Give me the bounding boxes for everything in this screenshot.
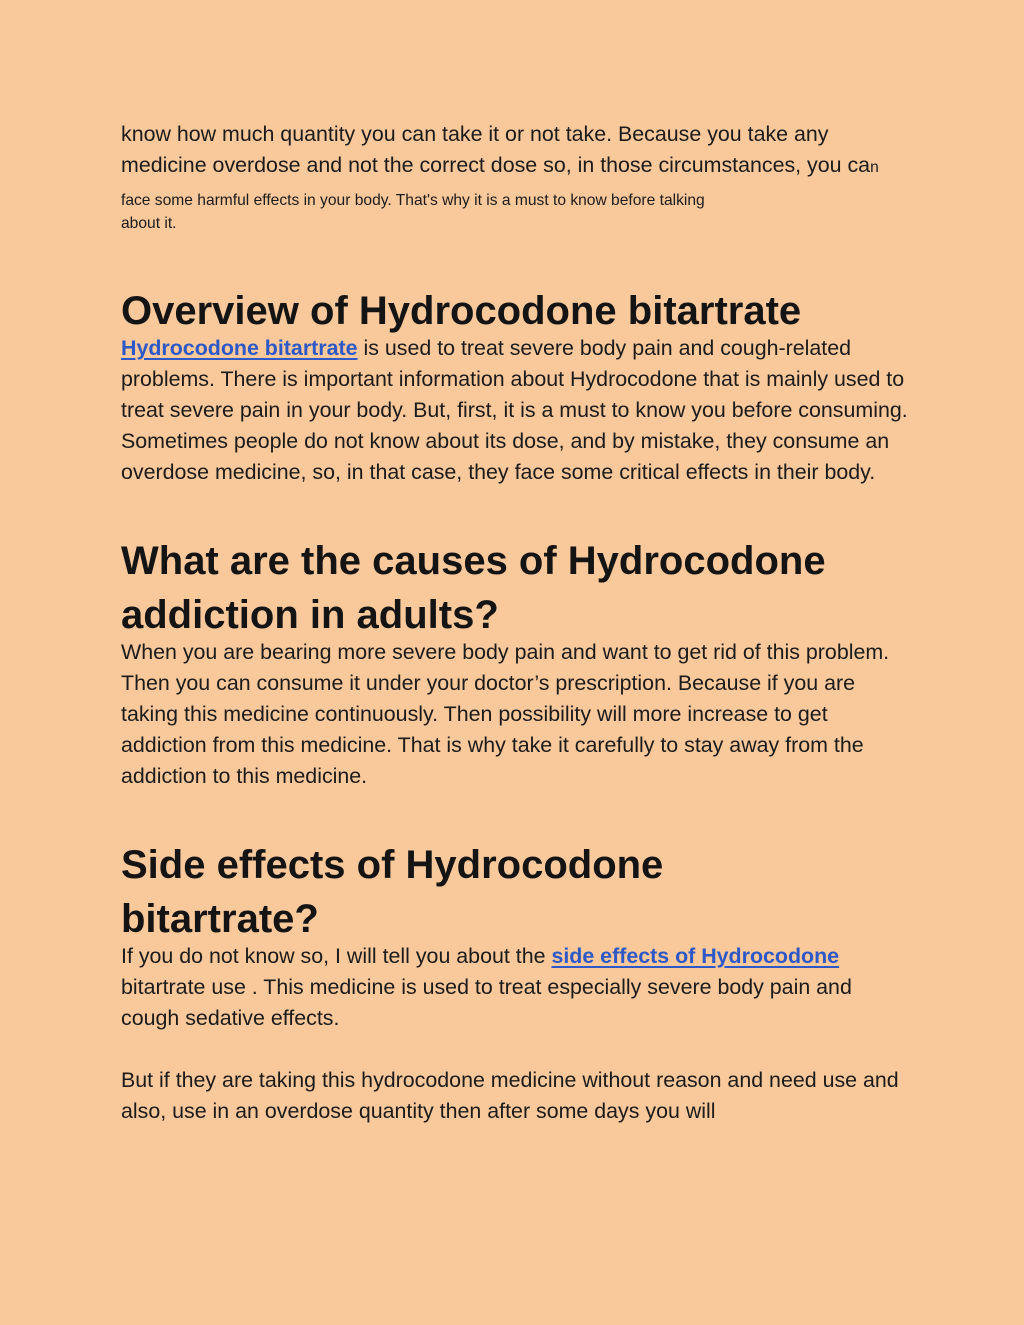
side-effects-paragraph [121,941,871,1034]
overview-body: is used to treat severe body pain and cough-related problems. There is important information about Hydrocodone that is mainly used to treat severe pain in your body. But, first, it is a must to know you before consuming. Sometimes people do not know about its dose, and by mistake, they consume an overdose medicine, so, in that case, they face some critical effects in their body. [121,336,908,484]
causes-paragraph: When you are bearing more severe body pain and want to get rid of this problem. Then you can consume it under your doctor’s prescription. Because if you are taking this medicine continuously. Then possibility will more increase to get addiction from this medicine. That is why take it carefully to stay away from the addiction to this medicine. [121,640,890,788]
section-heading-side-effects: Side effects of Hydrocodone bitartrate? [121,843,664,941]
section-heading-overview: Overview of Hydrocodone bitartrate [121,289,802,333]
section-heading-causes: What are the causes of Hydrocodone addiction in adults? [121,539,826,637]
overview-paragraph [121,333,911,488]
side-effects-link[interactable]: side effects of Hydrocodone [551,944,840,968]
intro-small-text: n face some harmful effects in your body. That's why it is a must to know before talking [121,159,879,209]
document-content [121,119,921,1127]
intro-paragraph [121,119,911,235]
side-effects-body-before: If you do not know so, I will tell you about the [121,944,552,968]
side-effects-body-after: bitartrate use . This medicine is used to treat especially severe body pain and cough sedative effects. [121,975,852,1030]
intro-large-text: you ca [807,153,871,177]
intro-small-line2: about it. [121,215,177,232]
hydrocodone-bitartrate-link[interactable]: Hydrocodone bitartrate [121,336,358,360]
overdose-paragraph: But if they are taking this hydrocodone medicine without reason and need use and also, use in an overdose quantity then after some days you will [121,1068,899,1123]
intro-text: know how much quantity you can take it or not take. Because you take any medicine overdose and not the correct dose so, in those circumstances, [121,122,829,177]
